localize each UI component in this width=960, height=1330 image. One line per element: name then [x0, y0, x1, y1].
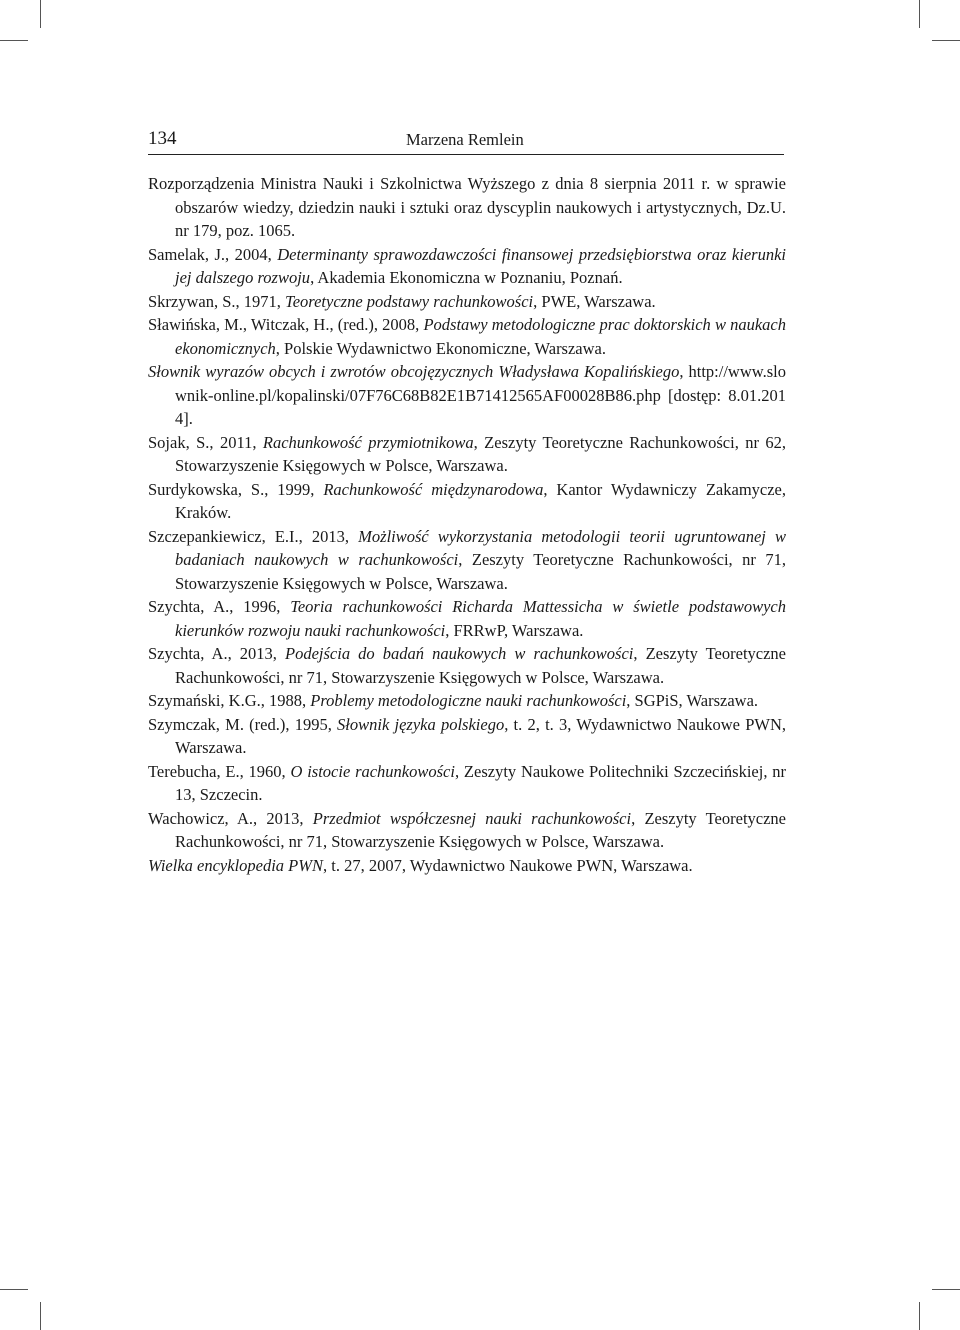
reference-entry — [148, 525, 786, 596]
reference-title: Teoretyczne podstawy rachunkowości — [285, 291, 534, 311]
reference-text: Szymański, K.G., 1988, — [148, 691, 311, 710]
reference-text: Sojak, S., 2011, — [148, 432, 263, 452]
crop-mark-bottom-left — [40, 1302, 41, 1330]
reference-text: Sławińska, M., Witczak, H., (red.), 2008, — [148, 315, 424, 334]
reference-text: , Zeszyty Teoretyczne Rachunkowości, nr 71, Stowarzyszenie Księgowych w Polsce, Warszawa. — [175, 808, 786, 851]
reference-text: , Zeszyty Teoretyczne Rachunkowości, nr 71, Stowarzyszenie Księgowych w Polsce, Warszawa. — [175, 644, 786, 687]
reference-entry — [148, 760, 786, 807]
reference-entry — [148, 290, 786, 314]
crop-mark-top-left — [40, 0, 41, 28]
running-head: Marzena Remlein — [406, 130, 524, 149]
reference-entry — [148, 313, 786, 360]
reference-text: Surdykowska, S., 1999, — [148, 479, 324, 499]
reference-title: Determinanty sprawozdawczości finansowej przedsiębiorstwa oraz kierunki jej dalszego rozwoju — [175, 244, 786, 287]
reference-text: , Kantor Wydawniczy Zakamycze, Kraków. — [175, 479, 787, 522]
crop-mark-bottom-right — [919, 1302, 920, 1330]
reference-entry — [148, 713, 786, 760]
crop-mark-bottom-left-h — [0, 1289, 28, 1290]
page-header — [148, 128, 784, 155]
reference-entry — [148, 595, 786, 642]
crop-mark-bottom-right-h — [932, 1289, 960, 1290]
reference-text: , SGPiS, Warszawa. — [626, 691, 759, 710]
reference-entry — [148, 689, 786, 713]
reference-text: , t. 27, 2007, Wydawnictwo Naukowe PWN, Warszawa. — [323, 855, 693, 875]
reference-text: Wachowicz, A., 2013, — [148, 808, 313, 828]
reference-text: , Akademia Ekonomiczna w Poznaniu, Poznań. — [310, 268, 623, 287]
reference-text: , t. 2, t. 3, Wydawnictwo Naukowe PWN, Warszawa. — [175, 714, 786, 757]
reference-entry — [148, 807, 786, 854]
reference-text: Szymczak, M. (red.), 1995, — [148, 714, 338, 734]
reference-text: Szczepankiewicz, E.I., 2013, — [148, 526, 359, 546]
reference-title: Słownik języka polskiego — [337, 714, 505, 734]
reference-title: Teoria rachunkowości Richarda Mattessicha w świetle podstawowych kierunków rozwoju nauki rachunkowości — [175, 597, 786, 640]
reference-title: Podejścia do badań naukowych w rachunkowości — [285, 644, 634, 663]
bibliography-list — [148, 172, 786, 877]
reference-entry — [148, 431, 786, 478]
reference-entry — [148, 172, 786, 243]
page-number: 134 — [148, 128, 177, 149]
reference-title: Podstawy metodologiczne prac doktorskich w naukach ekonomicznych — [175, 315, 786, 358]
crop-mark-top-right — [919, 0, 920, 28]
reference-text: , PWE, Warszawa. — [533, 291, 656, 311]
reference-text: Skrzywan, S., 1971, — [148, 291, 286, 311]
reference-text: Samelak, J., 2004, — [148, 244, 278, 264]
reference-title: Problemy metodologiczne nauki rachunkowości — [310, 691, 627, 710]
reference-text: Terebucha, E., 1960, — [148, 761, 291, 781]
reference-text: , Zeszyty Teoretyczne Rachunkowości, nr 62, Stowarzyszenie Księgowych w Polsce, Warszawa. — [175, 432, 786, 475]
reference-title: Rachunkowość przymiotnikowa — [262, 432, 474, 452]
reference-text: Szychta, A., 2013, — [148, 644, 285, 663]
reference-entry — [148, 243, 786, 290]
reference-title: Wielka encyklopedia PWN — [148, 855, 324, 875]
reference-title: Przedmiot współczesnej nauki rachunkowości — [312, 808, 632, 828]
reference-entry — [148, 478, 786, 525]
reference-text: Rozporządzenia Ministra Nauki i Szkolnictwa Wyższego z dnia 8 sierpnia 2011 r. w sprawie obszarów wiedzy, dziedzin nauki i sztuki oraz dyscyplin naukowych i artystycznych, Dz.U. nr 179, poz. 1065. — [148, 174, 786, 240]
reference-entry — [148, 360, 786, 431]
reference-entry — [148, 854, 786, 878]
reference-text: , http://www.slownik-online.pl/kopalinski/07F76C68B82E1B71412565AF00028B86.php [dostęp: 8.01.2014]. — [175, 362, 786, 428]
crop-mark-top-right-h — [932, 40, 960, 41]
reference-title: Słownik wyrazów obcych i zwrotów obcojęzycznych Władysława Kopalińskiego — [148, 362, 680, 381]
reference-text: Szychta, A., 1996, — [148, 597, 291, 616]
reference-title: Możliwość wykorzystania metodologii teorii ugruntowanej w badaniach naukowych w rachunkowości — [175, 526, 786, 569]
crop-mark-top-left-h — [0, 40, 28, 41]
reference-text: , FRRwP, Warszawa. — [445, 620, 584, 640]
reference-text: , Polskie Wydawnictwo Ekonomiczne, Warszawa. — [275, 338, 606, 358]
reference-entry — [148, 642, 786, 689]
reference-title: Rachunkowość międzynarodowa — [323, 479, 544, 499]
reference-text: , Zeszyty Naukowe Politechniki Szczecińskiej, nr 13, Szczecin. — [175, 761, 787, 804]
reference-title: O istocie rachunkowości — [290, 761, 455, 781]
reference-text: , Zeszyty Teoretyczne Rachunkowości, nr 71, Stowarzyszenie Księgowych w Polsce, Warszawa. — [175, 550, 786, 593]
